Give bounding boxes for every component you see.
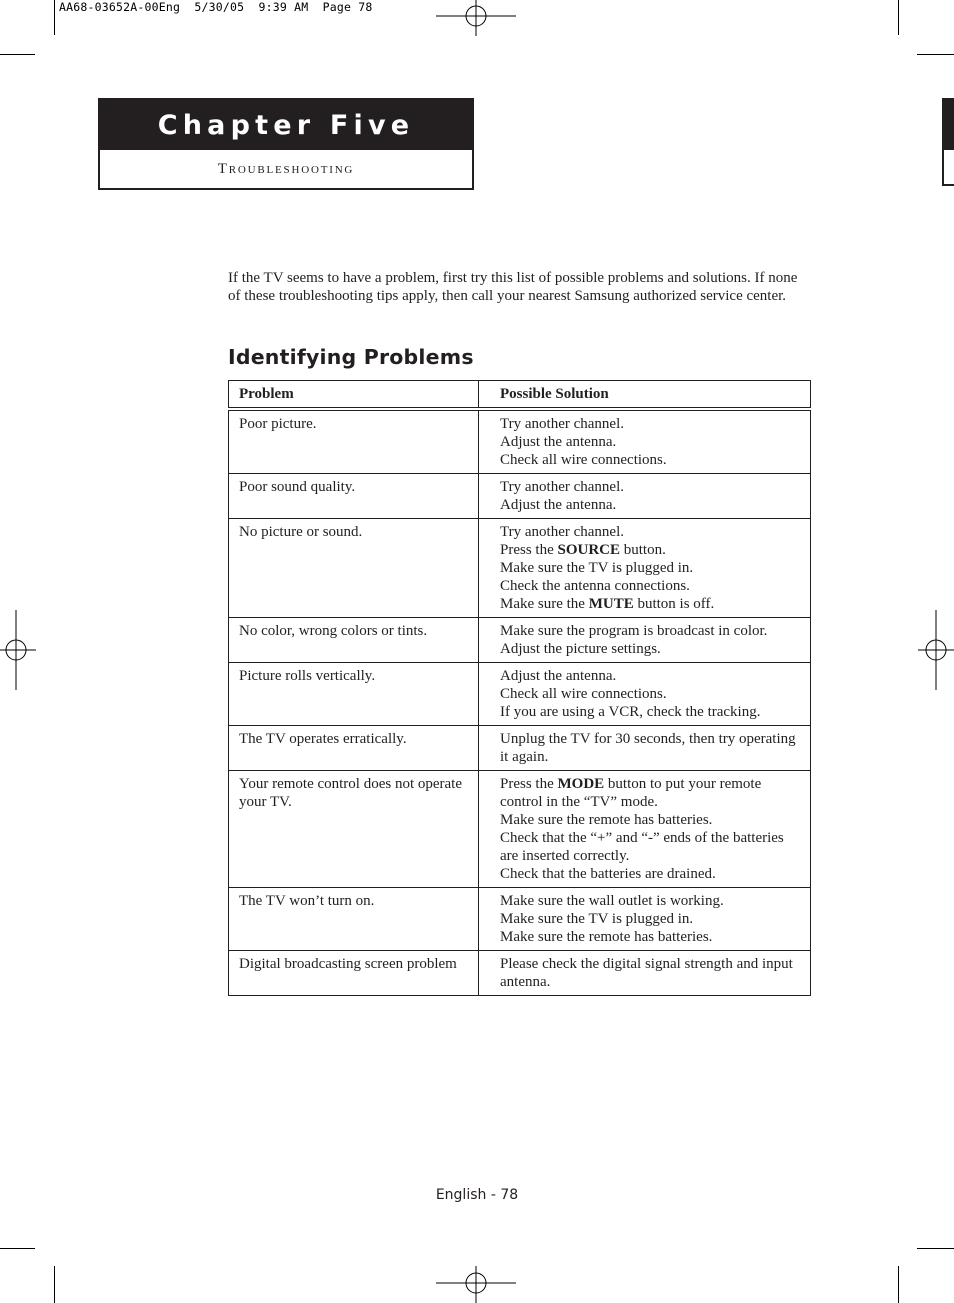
crop-mark — [898, 1266, 899, 1303]
solution-cell — [479, 951, 811, 996]
solution-line: Check that the “+” and “-” ends of the batteries are inserted correctly. — [500, 830, 784, 864]
table-row — [229, 951, 811, 996]
crop-mark — [917, 1248, 954, 1249]
troubleshooting-table — [228, 380, 811, 996]
page-number: English - 78 — [435, 1187, 519, 1203]
problem-cell: No picture or sound. — [229, 519, 479, 618]
solution-line: Check the antenna connections. — [500, 578, 690, 594]
table-row — [229, 519, 811, 618]
solution-cell — [479, 474, 811, 519]
table-body — [229, 409, 811, 996]
header-solution: Possible Solution — [479, 381, 811, 410]
crop-mark — [0, 1248, 35, 1249]
intro-paragraph: If the TV seems to have a problem, first try this list of possible problems and solutions. If none of these troubleshooting tips apply, then call your nearest Samsung authorized service center. — [228, 270, 798, 304]
problem-cell: Picture rolls vertically. — [229, 663, 479, 726]
solution-line: Check that the batteries are drained. — [500, 866, 716, 882]
solution-line: Adjust the picture settings. — [500, 641, 661, 657]
solution-line: Make sure the wall outlet is working. — [500, 893, 724, 909]
solution-cell — [479, 519, 811, 618]
solution-line: Adjust the antenna. — [500, 668, 617, 684]
button-name-emphasis: MODE — [557, 776, 605, 792]
registration-mark — [0, 610, 36, 690]
button-name-emphasis: MUTE — [588, 596, 634, 612]
problem-cell: The TV operates erratically. — [229, 726, 479, 771]
chapter-heading-box — [98, 98, 474, 190]
table-row — [229, 618, 811, 663]
solution-cell — [479, 663, 811, 726]
table-row — [229, 409, 811, 474]
table-row — [229, 888, 811, 951]
crop-mark — [54, 1266, 55, 1303]
solution-line: Make sure the remote has batteries. — [500, 929, 713, 945]
solution-cell — [479, 888, 811, 951]
table-row — [229, 663, 811, 726]
solution-line: Make sure the MUTE button is off. — [500, 596, 715, 612]
thumb-tab-fill — [944, 100, 954, 150]
chapter-subtitle: Troubleshooting — [217, 160, 355, 177]
crop-mark — [898, 0, 899, 35]
crop-mark — [0, 54, 35, 55]
problem-cell: Digital broadcasting screen problem — [229, 951, 479, 996]
print-slug: AA68-03652A-00Eng 5/30/05 9:39 AM Page 78 — [59, 0, 373, 14]
crop-mark — [54, 0, 55, 35]
chapter-thumb-tab — [942, 98, 954, 186]
registration-mark — [918, 610, 954, 690]
solution-line: Please check the digital signal strength and input antenna. — [500, 956, 793, 990]
problem-cell: The TV won’t turn on. — [229, 888, 479, 951]
solution-line: Press the MODE button to put your remote control in the “TV” mode. — [500, 776, 762, 810]
table-row — [229, 771, 811, 888]
registration-mark — [436, 1266, 516, 1303]
problem-cell: Your remote control does not operate your TV. — [229, 771, 479, 888]
solution-line: Check all wire connections. — [500, 686, 667, 702]
section-title: Identifying Problems — [228, 345, 474, 369]
button-name-emphasis: SOURCE — [557, 542, 621, 558]
crop-mark — [917, 54, 954, 55]
problem-cell: Poor picture. — [229, 409, 479, 474]
solution-line: Try another channel. — [500, 524, 624, 540]
solution-line: Try another channel. — [500, 416, 624, 432]
problem-cell: No color, wrong colors or tints. — [229, 618, 479, 663]
solution-line: If you are using a VCR, check the tracking. — [500, 704, 761, 720]
header-problem: Problem — [229, 381, 479, 410]
table-row — [229, 474, 811, 519]
solution-line: Make sure the remote has batteries. — [500, 812, 713, 828]
solution-cell — [479, 618, 811, 663]
solution-cell — [479, 771, 811, 888]
solution-cell — [479, 409, 811, 474]
solution-cell — [479, 726, 811, 771]
registration-mark — [436, 0, 516, 36]
solution-line: Make sure the TV is plugged in. — [500, 560, 694, 576]
solution-line: Adjust the antenna. — [500, 497, 617, 513]
problem-cell: Poor sound quality. — [229, 474, 479, 519]
table-row — [229, 726, 811, 771]
solution-line: Check all wire connections. — [500, 452, 667, 468]
solution-line: Press the SOURCE button. — [500, 542, 666, 558]
solution-line: Try another channel. — [500, 479, 624, 495]
table-header-row — [229, 381, 811, 410]
solution-line: Make sure the TV is plugged in. — [500, 911, 694, 927]
solution-line: Make sure the program is broadcast in color. — [500, 623, 768, 639]
solution-line: Unplug the TV for 30 seconds, then try operating it again. — [500, 731, 796, 765]
solution-line: Adjust the antenna. — [500, 434, 617, 450]
chapter-title: Chapter Five — [100, 100, 472, 150]
